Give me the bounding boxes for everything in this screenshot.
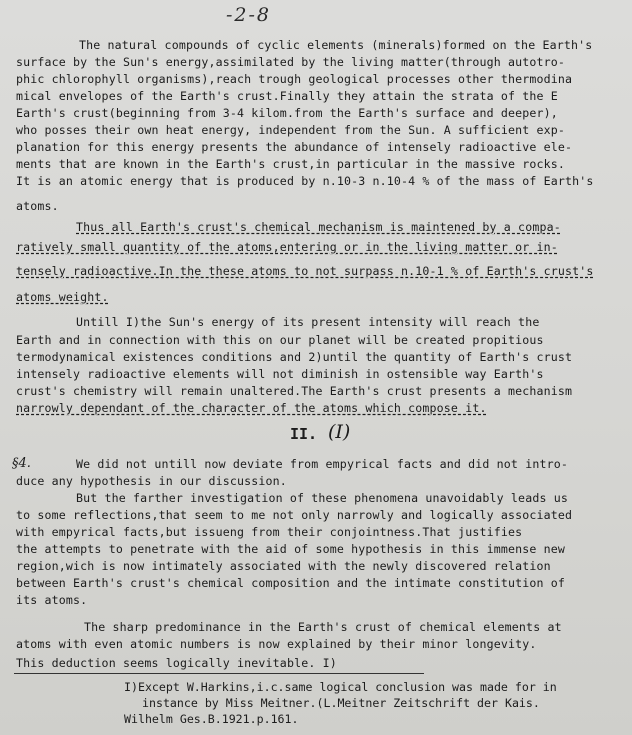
footnote-rule: [14, 673, 424, 674]
text-line: surface by the Sun's energy,assimilated by the living matter(through autotro-: [16, 55, 566, 69]
text-line: The sharp predominance in the Earth's crust of chemical elements at: [84, 620, 562, 634]
text-line: region,wich is now intimately associated with the newly discovered relation: [16, 559, 551, 573]
text-line: Thus all Earth's crust's chemical mechanism is maintened by a compa-: [76, 220, 561, 234]
text-line: atoms weight.: [16, 290, 109, 304]
footnote-line: Wilhelm Ges.B.1921.p.161.: [124, 712, 299, 726]
text-line: tensely radioactive.In the these atoms to not surpass n.10-1 % of Earth's crust's: [16, 264, 594, 278]
text-line: It is an atomic energy that is produced by n.10-3 n.10-4 % of the mass of Earth's: [16, 174, 594, 188]
text-line: Earth's crust(beginning from 3-4 kilom.from the Earth's surface and deeper),: [16, 106, 558, 120]
text-line: narrowly dependant of the character of the atoms which compose it.: [16, 401, 487, 415]
text-line: atoms.: [16, 199, 59, 213]
text-line: The natural compounds of cyclic elements (minerals)formed on the Earth's: [79, 38, 593, 52]
text-line: the attempts to penetrate with the aid of some hypothesis in this immense new: [16, 542, 566, 556]
text-line: But the farther investigation of these phenomena unavoidably leads us: [76, 491, 568, 505]
text-line: atoms with even atomic numbers is now explained by their minor longevity.: [16, 637, 537, 651]
footnote-line: instance by Miss Meitner.(L.Meitner Zeitschrift der Kais.: [142, 696, 540, 710]
text-line: phic chlorophyll organisms),reach trough geological processes other thermodina: [16, 72, 573, 86]
text-line: mical envelopes of the Earth's crust.Finally they attain the strata of the E: [16, 89, 558, 103]
text-line: This deduction seems logically inevitable. I): [16, 656, 337, 670]
text-line: Earth and in connection with this on our planet will be created propitious: [16, 333, 544, 347]
text-line: to some reflections,that seem to me not only narrowly and logically associated: [16, 508, 573, 522]
page-number: -2-8: [226, 4, 272, 26]
text-line: with empyrical facts,but issueng from their conjointness.That justifies: [16, 525, 523, 539]
section-heading: II.: [290, 425, 318, 443]
text-line: intensely radioactive elements will not diminish in ostensible way Earth's: [16, 367, 544, 381]
text-line: ratively small quantity of the atoms,entering or in the living matter or in-: [16, 240, 558, 254]
text-line: termodynamical existences conditions and 2)until the quantity of Earth's crust: [16, 350, 573, 364]
text-line: duce any hypothesis in our discussion.: [16, 474, 287, 488]
section-bracket-annotation: (I): [328, 421, 351, 443]
text-line: its atoms.: [16, 593, 88, 607]
text-line: We did not untill now deviate from empyrical facts and did not intro-: [76, 457, 568, 471]
text-line: Untill I)the Sun's energy of its present intensity will reach the: [76, 315, 540, 329]
text-line: ments that are known in the Earth's crust,in particular in the massive rocks.: [16, 157, 566, 171]
text-line: between Earth's crust's chemical composition and the intimate constitution of: [16, 576, 566, 590]
text-line: who posses their own heat energy, independent from the Sun. A sufficient exp-: [16, 123, 566, 137]
text-line: planation for this energy presents the abundance of intensely radioactive ele-: [16, 140, 573, 154]
text-line: crust's chemistry will remain unaltered.The Earth's crust presents a mechanism: [16, 384, 573, 398]
section-margin-mark: §4.: [12, 456, 31, 471]
footnote-line: I)Except W.Harkins,i.c.same logical conclusion was made for in: [124, 680, 557, 694]
